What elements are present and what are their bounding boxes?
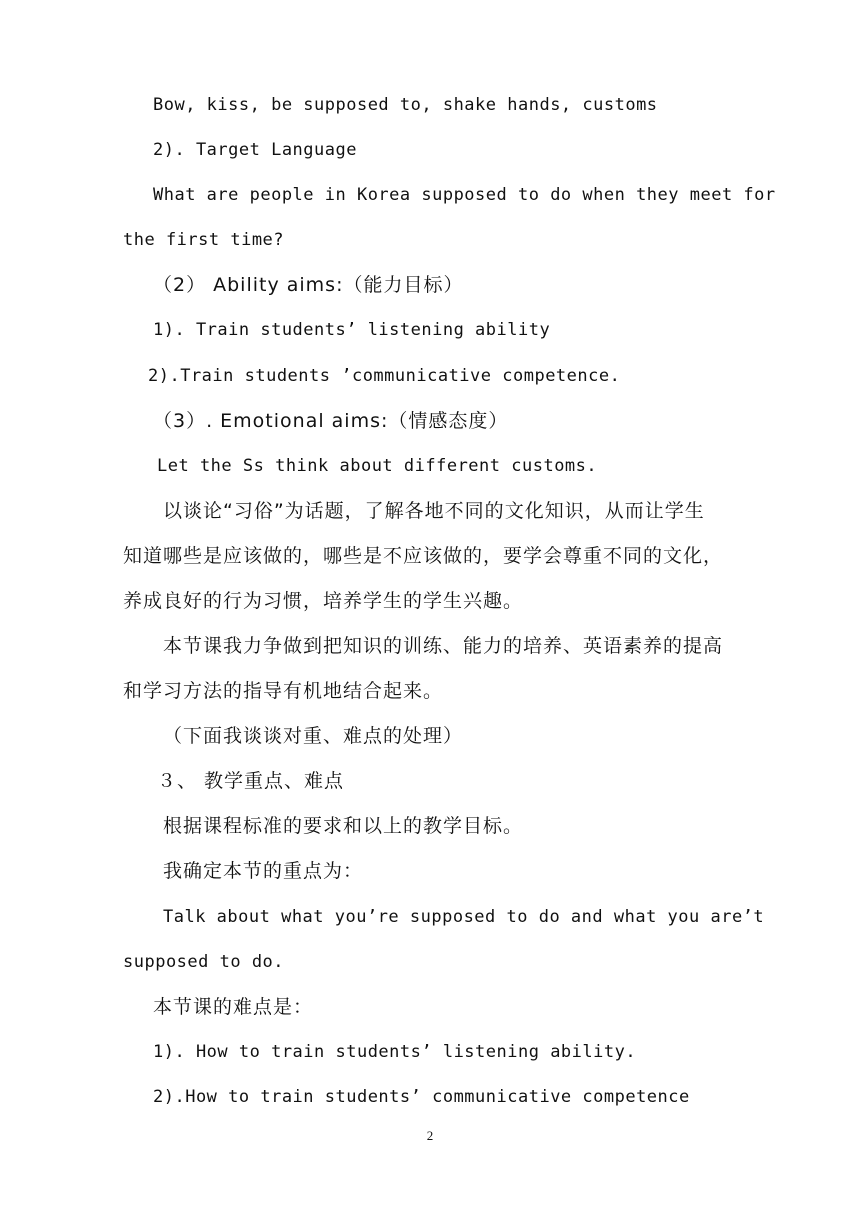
target-language-heading: 2). Target Language — [153, 140, 357, 160]
ability-aims-heading: （2） Ability aims:（能力目标） — [153, 274, 464, 296]
ability-aim-2: 2).Train students ’communicative competence. — [148, 366, 621, 386]
page-number: 2 — [426, 1128, 434, 1143]
target-question-line-1: What are people in Korea supposed to do when they meet for — [153, 185, 776, 205]
ability-aim-1: 1). Train students’ listening ability — [153, 320, 551, 340]
difficulty-1: 1). How to train students’ listening ability. — [153, 1042, 637, 1062]
paragraph-1-line-1: 以谈论“习俗”为话题，了解各地不同的文化知识，从而让学生 — [163, 500, 705, 522]
difficulty-label: 本节课的难点是： — [153, 996, 314, 1018]
paragraph-1-line-2: 知道哪些是应该做的，哪些是不应该做的，要学会尊重不同的文化， — [123, 545, 724, 567]
paragraph-2-line-2: 和学习方法的指导有机地结合起来。 — [123, 680, 444, 702]
vocab-line: Bow, kiss, be supposed to, shake hands, customs — [153, 95, 658, 115]
key-point-label: 我确定本节的重点为： — [163, 860, 364, 882]
transition-note: （下面我谈谈对重、难点的处理） — [163, 725, 464, 747]
key-point-line-1: Talk about what you’re supposed to do and what you are’t — [163, 907, 765, 927]
criteria-line: 根据课程标准的要求和以上的教学目标。 — [163, 815, 524, 837]
section-3-heading: ３、 教学重点、难点 — [157, 770, 345, 792]
target-question-line-2: the first time? — [123, 230, 285, 250]
key-point-line-2: supposed to do. — [123, 952, 285, 972]
paragraph-2-line-1: 本节课我力争做到把知识的训练、能力的培养、英语素养的提高 — [163, 635, 724, 657]
paragraph-1-line-3: 养成良好的行为习惯，培养学生的学生兴趣。 — [123, 590, 524, 612]
emotional-aim-text: Let the Ss think about different customs. — [157, 456, 598, 476]
emotional-aims-heading: （3）. Emotional aims:（情感态度） — [153, 410, 509, 432]
difficulty-2: 2).How to train students’ communicative competence — [153, 1087, 690, 1107]
